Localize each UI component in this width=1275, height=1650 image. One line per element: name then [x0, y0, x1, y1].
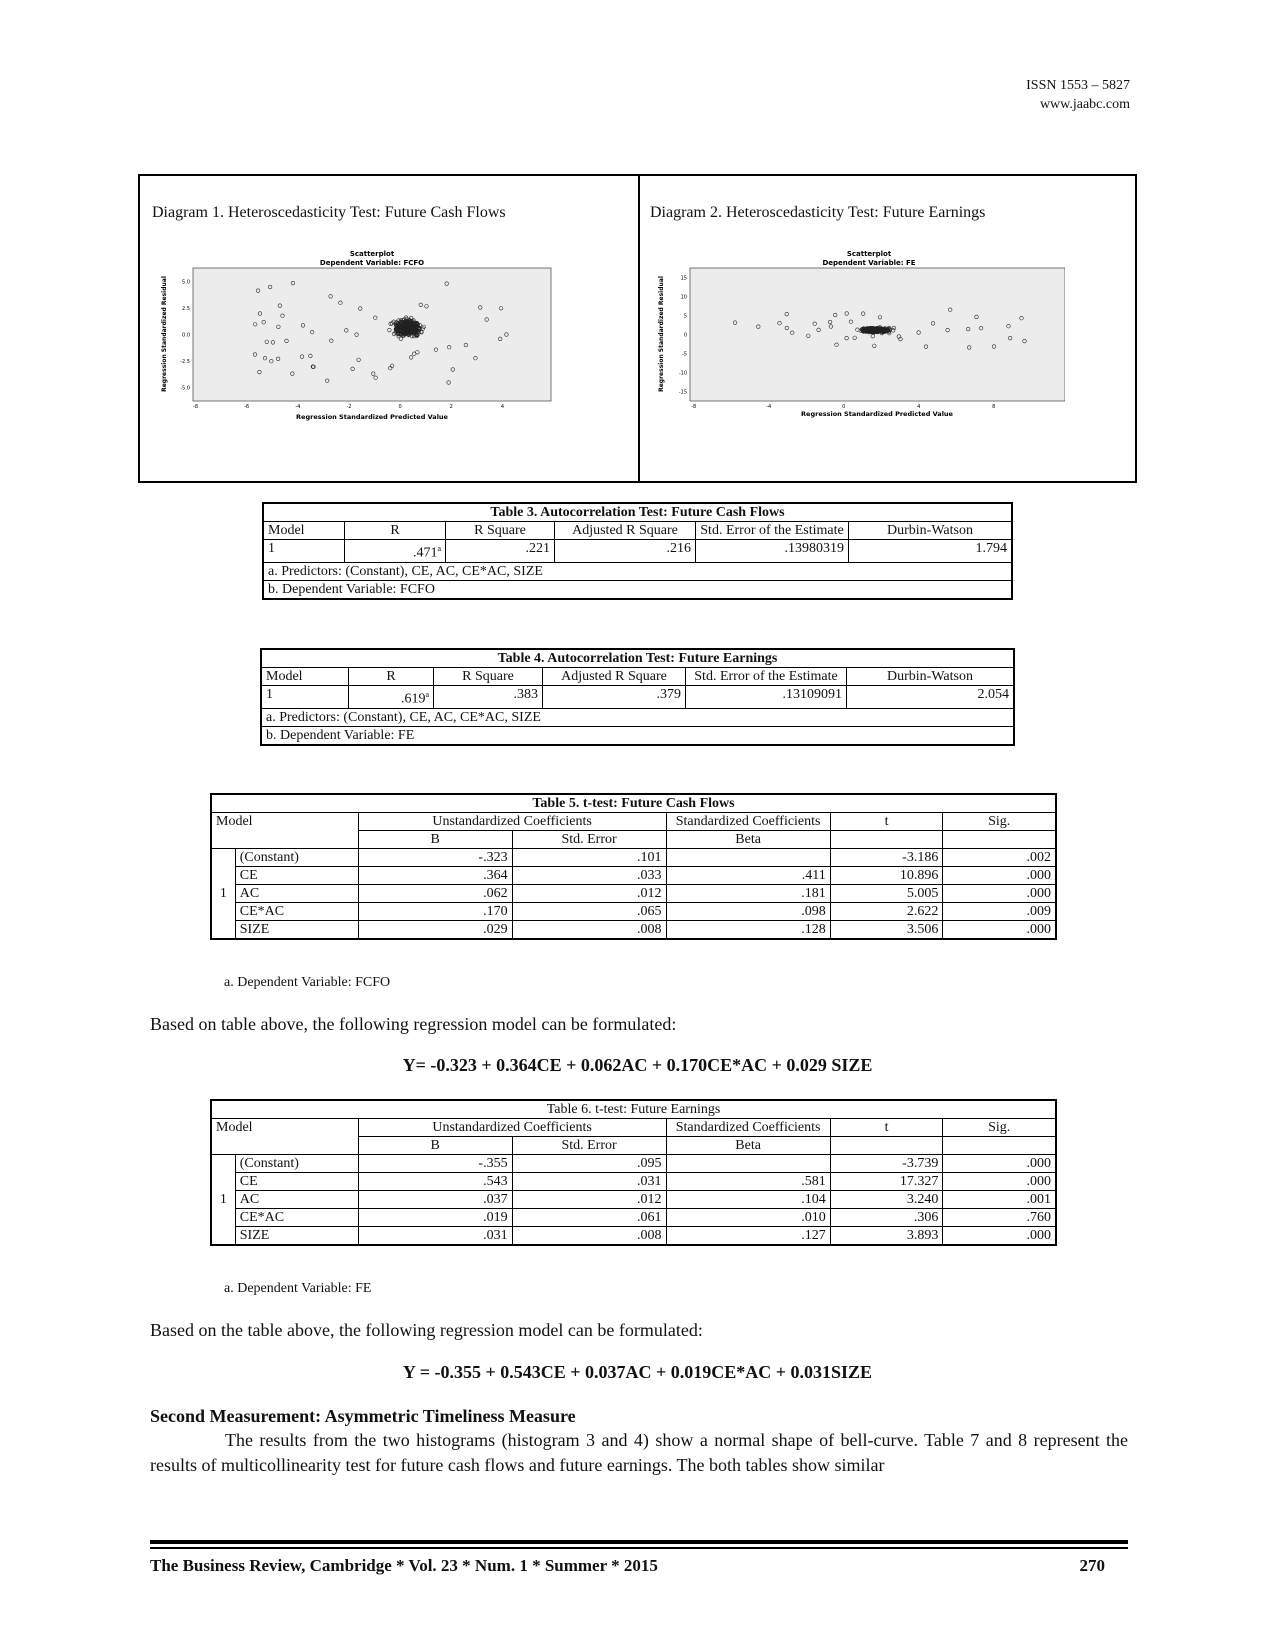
table5-cell: .000	[943, 921, 1056, 940]
table6-header-beta: Beta	[666, 1137, 830, 1155]
table6-row	[211, 1155, 1056, 1173]
table6-cell: .127	[666, 1227, 830, 1246]
table6-cell: .581	[666, 1173, 830, 1191]
table6-cell: AC	[235, 1191, 358, 1209]
table5-cell: 2.622	[830, 903, 943, 921]
table6-cell: .306	[830, 1209, 943, 1227]
table6-cell: CE*AC	[235, 1209, 358, 1227]
diagram1-scatterplot	[158, 248, 568, 423]
table6-cell: .019	[358, 1209, 512, 1227]
table5-cell: (Constant)	[235, 849, 358, 867]
diagram1-x-tick-label: -6	[244, 404, 250, 410]
table4-rsquare: .383	[434, 686, 543, 709]
diagram1-ylabel: Regression Standardized Residual	[161, 276, 168, 392]
table6-cell: .010	[666, 1209, 830, 1227]
table5-row	[211, 921, 1056, 940]
table6-header-se: Std. Error	[512, 1137, 666, 1155]
table6-cell: .760	[943, 1209, 1056, 1227]
journal-header	[1026, 76, 1130, 114]
table5-cell: .029	[358, 921, 512, 940]
table6-cell: SIZE	[235, 1227, 358, 1246]
diagram1-plot-title: Scatterplot	[349, 250, 395, 258]
diagram-divider	[638, 176, 640, 481]
table4-model: 1	[261, 686, 349, 709]
table4-header-adj-rsquare: Adjusted R Square	[543, 668, 686, 686]
table5-cell: .002	[943, 849, 1056, 867]
table5-header-unstd: Unstandardized Coefficients	[358, 813, 666, 831]
table5-header-model: Model	[211, 813, 358, 831]
table4-header-row	[261, 668, 1014, 686]
footer-rule	[150, 1540, 1128, 1544]
table6-cell: .037	[358, 1191, 512, 1209]
table4-header-rsquare: R Square	[434, 668, 543, 686]
table6-row	[211, 1227, 1056, 1246]
table3-header-std-error: Std. Error of the Estimate	[696, 522, 849, 540]
table5-header-b: B	[358, 831, 512, 849]
table3-data-row	[263, 540, 1012, 563]
diagram2-x-tick-label: -8	[691, 404, 697, 410]
diagram1-caption: Diagram 1. Heteroscedasticity Test: Future Cash Flows	[152, 204, 506, 221]
diagram2-ylabel: Regression Standardized Residual	[658, 276, 665, 392]
table6-cell: .000	[943, 1155, 1056, 1173]
table4-header-std-error: Std. Error of the Estimate	[686, 668, 847, 686]
table3-autocorrelation-fcfo	[262, 502, 1013, 600]
table5-cell: 3.506	[830, 921, 943, 940]
table6-cell: 17.327	[830, 1173, 943, 1191]
table6-cell: 3.240	[830, 1191, 943, 1209]
table5-header-sig: Sig.	[943, 813, 1056, 831]
website-text: www.jaabc.com	[1039, 97, 1130, 112]
table5-title: Table 5. t-test: Future Cash Flows	[211, 794, 1056, 813]
table5-row	[211, 903, 1056, 921]
table5-cell: .009	[943, 903, 1056, 921]
table3-title: Table 3. Autocorrelation Test: Future Cash Flows	[263, 503, 1012, 522]
equation-1: Y= -0.323 + 0.364CE + 0.062AC + 0.170CE*AC + 0.029 SIZE	[402, 1055, 873, 1075]
table4-data-row	[261, 686, 1014, 709]
diagram2-y-tick-label: -5	[682, 351, 687, 358]
page-number: 270	[1079, 1556, 1105, 1575]
table4-title: Table 4. Autocorrelation Test: Future Earnings	[261, 649, 1014, 668]
table5-cell: CE	[235, 867, 358, 885]
table6-cell: .031	[512, 1173, 666, 1191]
diagram2-caption: Diagram 2. Heteroscedasticity Test: Future Earnings	[650, 204, 986, 221]
text-regression-model-2: Based on the table above, the following regression model can be formulated:	[150, 1320, 703, 1340]
table6-row	[211, 1209, 1056, 1227]
table3-header-adj-rsquare: Adjusted R Square	[555, 522, 696, 540]
table4-header-r: R	[349, 668, 434, 686]
table5-header-std: Standardized Coefficients	[666, 813, 830, 831]
diagram1-y-tick-label: 5.0	[182, 279, 190, 286]
table5-cell: .065	[512, 903, 666, 921]
diagram1-y-tick-label: 2.5	[182, 305, 190, 312]
table6-cell: (Constant)	[235, 1155, 358, 1173]
table5-cell: .128	[666, 921, 830, 940]
table6-cell: .000	[943, 1227, 1056, 1246]
table5-model-number: 1	[211, 849, 235, 940]
table5-cell: .170	[358, 903, 512, 921]
table4-std-error: .13109091	[686, 686, 847, 709]
table5-cell: SIZE	[235, 921, 358, 940]
table6-cell: -3.739	[830, 1155, 943, 1173]
table5-note: a. Dependent Variable: FCFO	[224, 975, 391, 990]
diagram2-x-tick-label: 0	[842, 404, 846, 410]
table3-rsquare: .221	[446, 540, 555, 563]
table5-cell: -.323	[358, 849, 512, 867]
table5-cell: .000	[943, 885, 1056, 903]
diagram2-x-tick-label: 8	[992, 404, 996, 410]
diagram2-xlabel: Regression Standardized Predicted Value	[801, 410, 953, 418]
table6-cell: -.355	[358, 1155, 512, 1173]
table6-cell: .061	[512, 1209, 666, 1227]
table3-header-durbin-watson: Durbin-Watson	[849, 522, 1013, 540]
table3-r: .471$^a$	[345, 540, 446, 563]
diagram2-y-tick-label: 5	[683, 313, 687, 320]
diagram2-y-tick-label: 0	[683, 332, 687, 339]
table5-cell: .101	[512, 849, 666, 867]
table5-row	[211, 849, 1056, 867]
text-regression-model-1: Based on table above, the following regression model can be formulated:	[150, 1014, 677, 1034]
table4-note-a: a. Predictors: (Constant), CE, AC, CE*AC, SIZE	[261, 708, 1014, 726]
diagram1-xlabel: Regression Standardized Predicted Value	[296, 413, 448, 421]
table3-header-rsquare: R Square	[446, 522, 555, 540]
table5-row	[211, 885, 1056, 903]
table5-cell: .098	[666, 903, 830, 921]
table5-cell: .062	[358, 885, 512, 903]
table6-header-sig: Sig.	[943, 1119, 1056, 1137]
table6-ttest-fe	[210, 1099, 1057, 1246]
diagram1-x-tick-label: -2	[346, 404, 352, 410]
page-footer	[150, 1556, 1105, 1576]
diagram1-plot-area	[193, 268, 551, 401]
table4-autocorrelation-fe	[260, 648, 1015, 746]
diagram1-x-tick-label: -4	[295, 404, 301, 410]
table6-cell: .008	[512, 1227, 666, 1246]
table5-cell: -3.186	[830, 849, 943, 867]
diagram2-y-tick-label: 10	[680, 294, 687, 301]
table6-note: a. Dependent Variable: FE	[224, 1281, 372, 1296]
table5-cell: .012	[512, 885, 666, 903]
table5-row	[211, 867, 1056, 885]
table4-header-model: Model	[261, 668, 349, 686]
table3-note-a: a. Predictors: (Constant), CE, AC, CE*AC, SIZE	[263, 562, 1012, 580]
section-heading: Second Measurement: Asymmetric Timeliness Measure	[150, 1406, 576, 1426]
diagram1-y-tick-label: 0.0	[182, 332, 190, 339]
table3-header-row	[263, 522, 1012, 540]
diagram1-x-tick-label: -8	[193, 404, 199, 410]
table3-header-model: Model	[263, 522, 345, 540]
table3-std-error: .13980319	[696, 540, 849, 563]
table5-cell: CE*AC	[235, 903, 358, 921]
diagram1-x-tick-label: 0	[398, 404, 402, 410]
table5-cell: .181	[666, 885, 830, 903]
diagram2-plot-area	[690, 268, 1065, 401]
table4-adj-rsquare: .379	[543, 686, 686, 709]
diagram1-y-tick-label: -2.5	[180, 359, 190, 366]
table6-header-unstd: Unstandardized Coefficients	[358, 1119, 666, 1137]
table6-cell: .001	[943, 1191, 1056, 1209]
footer-journal: The Business Review, Cambridge * Vol. 23 * Num. 1 * Summer * 2015	[150, 1556, 658, 1575]
table5-cell: 10.896	[830, 867, 943, 885]
table5-header-beta: Beta	[666, 831, 830, 849]
table5-header-se: Std. Error	[512, 831, 666, 849]
diagram1-plot-subtitle: Dependent Variable: FCFO	[319, 259, 425, 267]
table6-cell: .031	[358, 1227, 512, 1246]
table6-cell: .000	[943, 1173, 1056, 1191]
table3-note-b: b. Dependent Variable: FCFO	[263, 580, 1012, 599]
table5-cell: .033	[512, 867, 666, 885]
table4-header-durbin-watson: Durbin-Watson	[847, 668, 1015, 686]
table3-adj-rsquare: .216	[555, 540, 696, 563]
table6-model-number: 1	[211, 1155, 235, 1246]
table6-title: Table 6. t-test: Future Earnings	[211, 1100, 1056, 1119]
table3-model: 1	[263, 540, 345, 563]
table5-cell: .411	[666, 867, 830, 885]
diagram2-plot-subtitle: Dependent Variable: FE	[822, 259, 916, 267]
table6-header-model: Model	[211, 1119, 358, 1137]
diagram1-x-tick-label: 4	[500, 404, 505, 410]
diagram2-y-tick-label: 15	[680, 275, 687, 282]
table6-cell: .104	[666, 1191, 830, 1209]
table6-header-std: Standardized Coefficients	[666, 1119, 830, 1137]
table6-header-b: B	[358, 1137, 512, 1155]
table5-cell	[666, 849, 830, 867]
table6-cell: .095	[512, 1155, 666, 1173]
diagram1-x-tick-label: 2	[449, 404, 453, 410]
table6-row	[211, 1173, 1056, 1191]
table6-cell: .543	[358, 1173, 512, 1191]
table5-ttest-fcfo	[210, 793, 1057, 940]
diagram2-x-tick-label: 4	[917, 404, 921, 410]
body-paragraph: The results from the two histograms (histogram 3 and 4) show a normal shape of bell-curve. Table 7 and 8 represent the results of multicollinearity test for future cash flows and future earnings. The both tables show similar	[150, 1430, 1128, 1475]
issn-text: ISSN 1553 – 5827	[1026, 78, 1130, 93]
table5-header-t: t	[830, 813, 943, 831]
diagrams-box	[138, 174, 1137, 483]
table6-cell	[666, 1155, 830, 1173]
diagram2-y-tick-label: -10	[678, 370, 687, 377]
table3-header-r: R	[345, 522, 446, 540]
diagram2-y-tick-label: -15	[678, 389, 687, 396]
table5-cell: .008	[512, 921, 666, 940]
footer-rule-thin	[150, 1547, 1128, 1549]
table5-cell: AC	[235, 885, 358, 903]
table4-durbin-watson: 2.054	[847, 686, 1015, 709]
table4-note-b: b. Dependent Variable: FE	[261, 726, 1014, 745]
table5-cell: .364	[358, 867, 512, 885]
table6-cell: 3.893	[830, 1227, 943, 1246]
table6-row	[211, 1191, 1056, 1209]
table5-cell: 5.005	[830, 885, 943, 903]
table3-durbin-watson: 1.794	[849, 540, 1013, 563]
table6-cell: .012	[512, 1191, 666, 1209]
diagram1-y-tick-label: -5.0	[180, 385, 190, 392]
diagram2-scatterplot	[655, 248, 1065, 423]
diagram2-x-tick-label: -4	[766, 404, 772, 410]
diagram2-plot-title: Scatterplot	[846, 250, 892, 258]
table6-cell: CE	[235, 1173, 358, 1191]
table4-r: .619$^a$	[349, 686, 434, 709]
table5-cell: .000	[943, 867, 1056, 885]
equation-2: Y = -0.355 + 0.543CE + 0.037AC + 0.019CE*AC + 0.031SIZE	[402, 1362, 873, 1382]
table6-header-t: t	[830, 1119, 943, 1137]
